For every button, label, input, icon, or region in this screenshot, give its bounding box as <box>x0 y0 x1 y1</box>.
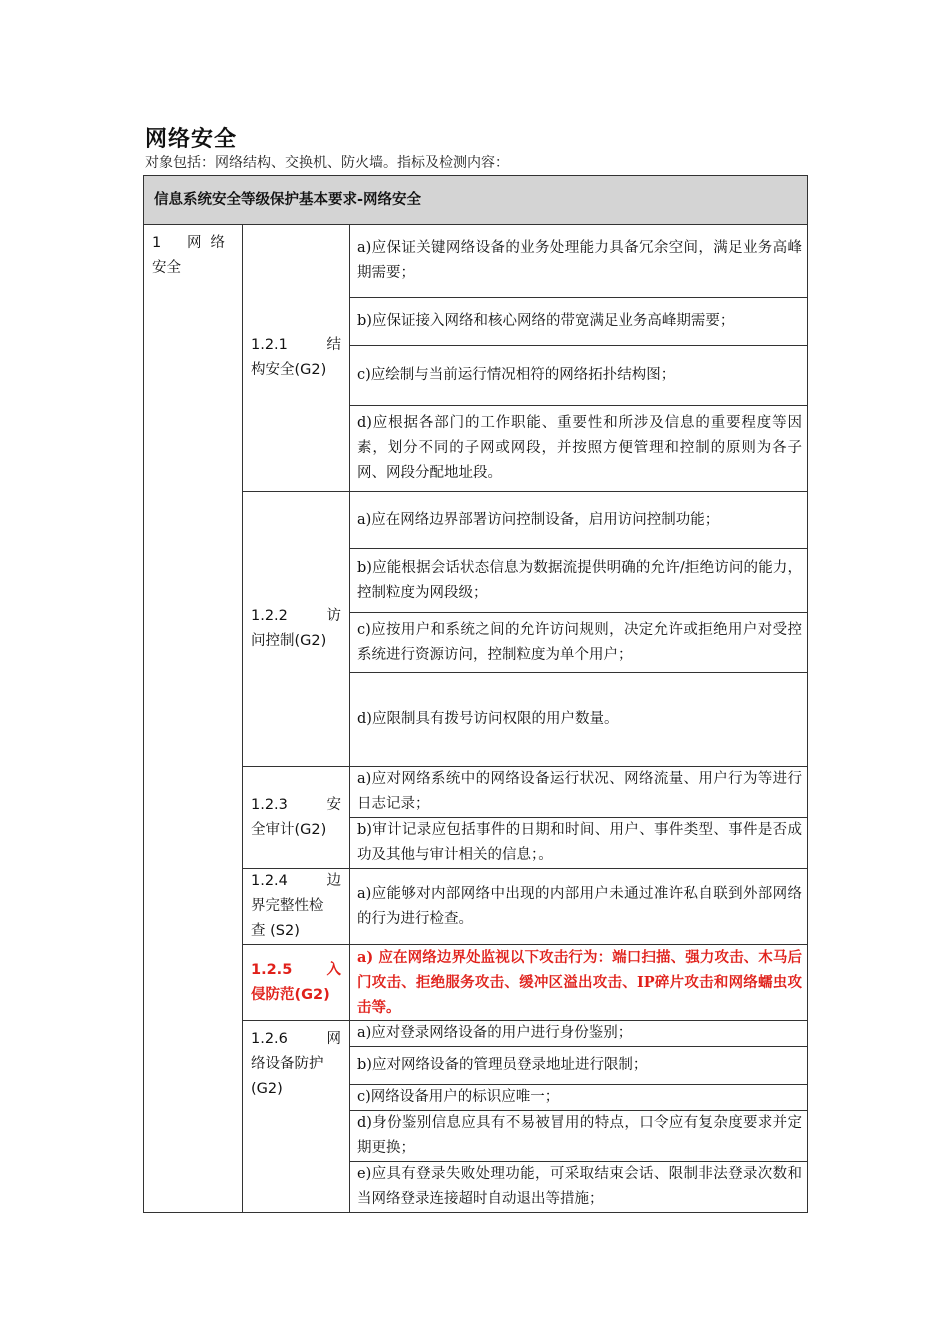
section-id: 1.2.6 <box>251 1031 288 1047</box>
requirement-item-highlighted: a) 应在网络边界处监视以下攻击行为：端口扫描、强力攻击、木马后门攻击、拒绝服务攻击、缓冲区溢出攻击、IP碎片攻击和网络蠕虫攻击等。 <box>350 945 808 1021</box>
requirement-item: d)应限制具有拨号访问权限的用户数量。 <box>350 673 808 767</box>
requirement-item: b)应对网络设备的管理员登录地址进行限制； <box>350 1047 808 1085</box>
requirement-item: a)应对网络系统中的网络设备运行状况、网络流量、用户行为等进行日志记录； <box>350 767 808 818</box>
section-id-cell <box>243 225 350 492</box>
section-id-tail: 结 <box>326 337 341 353</box>
section-name: 构安全(G2) <box>251 362 327 378</box>
requirement-item: b)审计记录应包括事件的日期和时间、用户、事件类型、事件是否成功及其他与审计相关的信息；。 <box>350 818 808 869</box>
page-title: 网络安全 <box>145 127 238 152</box>
section-id-tail: 网 <box>326 1031 341 1047</box>
section-id-cell <box>243 767 350 869</box>
section-name: 问控制(G2) <box>251 633 327 649</box>
section-id-tail: 入 <box>326 961 341 978</box>
section-id-cell <box>243 1021 350 1213</box>
requirement-item: a)应在网络边界部署访问控制设备，启用访问控制功能； <box>350 492 808 549</box>
section-id: 1.2.5 <box>251 961 293 978</box>
requirements-table <box>143 175 808 1213</box>
category-name-line2: 安全 <box>152 260 181 276</box>
section-id: 1.2.2 <box>251 608 288 624</box>
section-name: 侵防范(G2) <box>251 986 330 1003</box>
section-id-tail: 访 <box>326 608 341 624</box>
subtitle: 对象包括：网络结构、交换机、防火墙。指标及检测内容： <box>145 155 509 171</box>
section-id: 1.2.3 <box>251 796 288 813</box>
section-id-tail: 边 <box>326 873 341 889</box>
section-name-line3: (G2) <box>251 1081 283 1097</box>
section-name: 络设备防护 <box>251 1056 324 1072</box>
table-header: 信息系统安全等级保护基本要求-网络安全 <box>144 176 808 225</box>
section-id: 1.2.4 <box>251 873 288 889</box>
requirement-item: c)网络设备用户的标识应唯一； <box>350 1085 808 1111</box>
requirement-item: a)应保证关键网络设备的业务处理能力具备冗余空间，满足业务高峰期需要； <box>350 225 808 298</box>
requirement-item: a)应能够对内部网络中出现的内部用户未通过准许私自联到外部网络的行为进行检查。 <box>350 869 808 945</box>
category-number: 1 <box>152 235 162 251</box>
section-name-line3: 查 (S2) <box>251 923 300 939</box>
requirement-item: b)应保证接入网络和核心网络的带宽满足业务高峰期需要； <box>350 298 808 346</box>
section-id-cell-highlighted <box>243 945 350 1021</box>
requirement-item: e)应具有登录失败处理功能，可采取结束会话、限制非法登录次数和当网络登录连接超时自动退出等措施； <box>350 1162 808 1213</box>
requirement-item: d)应根据各部门的工作职能、重要性和所涉及信息的重要程度等因素，划分不同的子网或网段，并按照方便管理和控制的原则为各子网、网段分配地址段。 <box>350 406 808 492</box>
category-name: 网络 <box>187 235 234 251</box>
requirement-item: a)应对登录网络设备的用户进行身份鉴别； <box>350 1021 808 1047</box>
section-name: 界完整性检 <box>251 898 324 914</box>
requirement-item: b)应能根据会话状态信息为数据流提供明确的允许/拒绝访问的能力，控制粒度为网段级； <box>350 549 808 613</box>
requirement-item: c)应绘制与当前运行情况相符的网络拓扑结构图； <box>350 346 808 406</box>
requirement-item: d)身份鉴别信息应具有不易被冒用的特点，口令应有复杂度要求并定期更换； <box>350 1111 808 1162</box>
section-name: 全审计(G2) <box>251 821 327 838</box>
section-id-cell <box>243 492 350 767</box>
section-id: 1.2.1 <box>251 337 288 353</box>
category-cell <box>144 225 243 1213</box>
requirement-item: c)应按用户和系统之间的允许访问规则，决定允许或拒绝用户对受控系统进行资源访问，控制粒度为单个用户； <box>350 613 808 673</box>
section-id-cell <box>243 869 350 945</box>
section-id-tail: 安 <box>326 796 341 813</box>
